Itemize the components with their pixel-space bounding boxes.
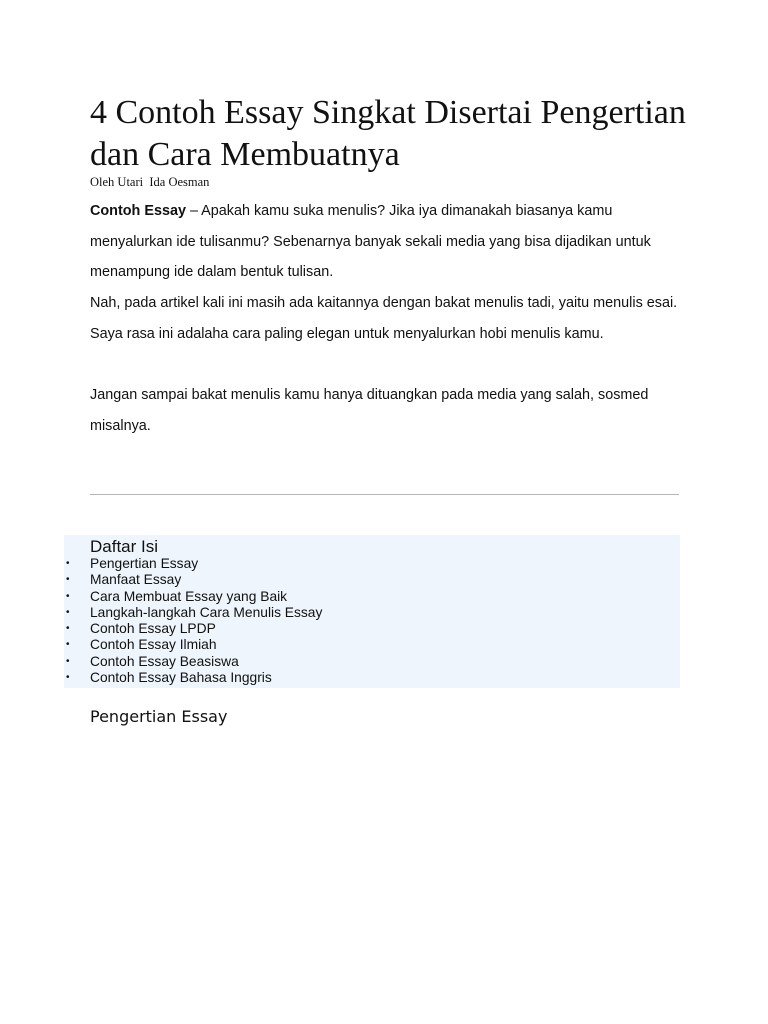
bullet-icon: • [66,655,70,667]
article-title: 4 Contoh Essay Singkat Disertai Pengertian dan Cara Membuatnya [90,94,686,173]
article-author: Oleh Utari Ida Oesman [90,175,210,189]
toc-link-contoh-essay-lpdp[interactable]: Contoh Essay LPDP [90,621,216,637]
bullet-icon: • [66,590,70,602]
bullet-icon: • [66,574,70,586]
bullet-icon: • [66,558,70,569]
section-heading: Pengertian Essay [90,707,228,726]
intro-bold-term: Contoh Essay [90,203,186,219]
intro-paragraph [90,196,690,288]
toc-link-cara-membuat-essay[interactable]: Cara Membuat Essay yang Baik [90,588,288,604]
bullet-icon: • [66,639,70,651]
toc-link-manfaat-essay[interactable]: Manfaat Essay [90,572,182,588]
paragraph-2: Nah, pada artikel kali ini masih ada kaitannya dengan bakat menulis tadi, yaitu menulis esai. Saya rasa ini adalaha cara paling elegan untuk menyalurkan hobi menulis kamu. [90,295,678,342]
paragraph-3: Jangan sampai bakat menulis kamu hanya dituangkan pada media yang salah, sosmed misalnya. [90,387,649,434]
toc-link-contoh-essay-bahasa-inggris[interactable]: Contoh Essay Bahasa Inggris [90,670,272,686]
bullet-icon: • [66,623,70,635]
table-of-contents [64,535,680,688]
toc-link-pengertian-essay[interactable]: Pengertian Essay [90,556,199,571]
toc-link-contoh-essay-ilmiah[interactable]: Contoh Essay Ilmiah [90,637,217,653]
bullet-icon: • [66,672,70,684]
toc-link-contoh-essay-beasiswa[interactable]: Contoh Essay Beasiswa [90,653,239,669]
bullet-icon: • [66,606,70,618]
toc-title: Daftar Isi [90,537,159,556]
toc-link-langkah-langkah[interactable]: Langkah-langkah Cara Menulis Essay [90,604,323,620]
divider [90,494,679,495]
intro-text: – Apakah kamu suka menulis? Jika iya dimanakah biasanya kamu menyalurkan ide tulisanmu? Sebenarnya banyak sekali media yang bisa dijadikan untuk menampung ide dalam bentuk tulisan. [90,203,651,280]
